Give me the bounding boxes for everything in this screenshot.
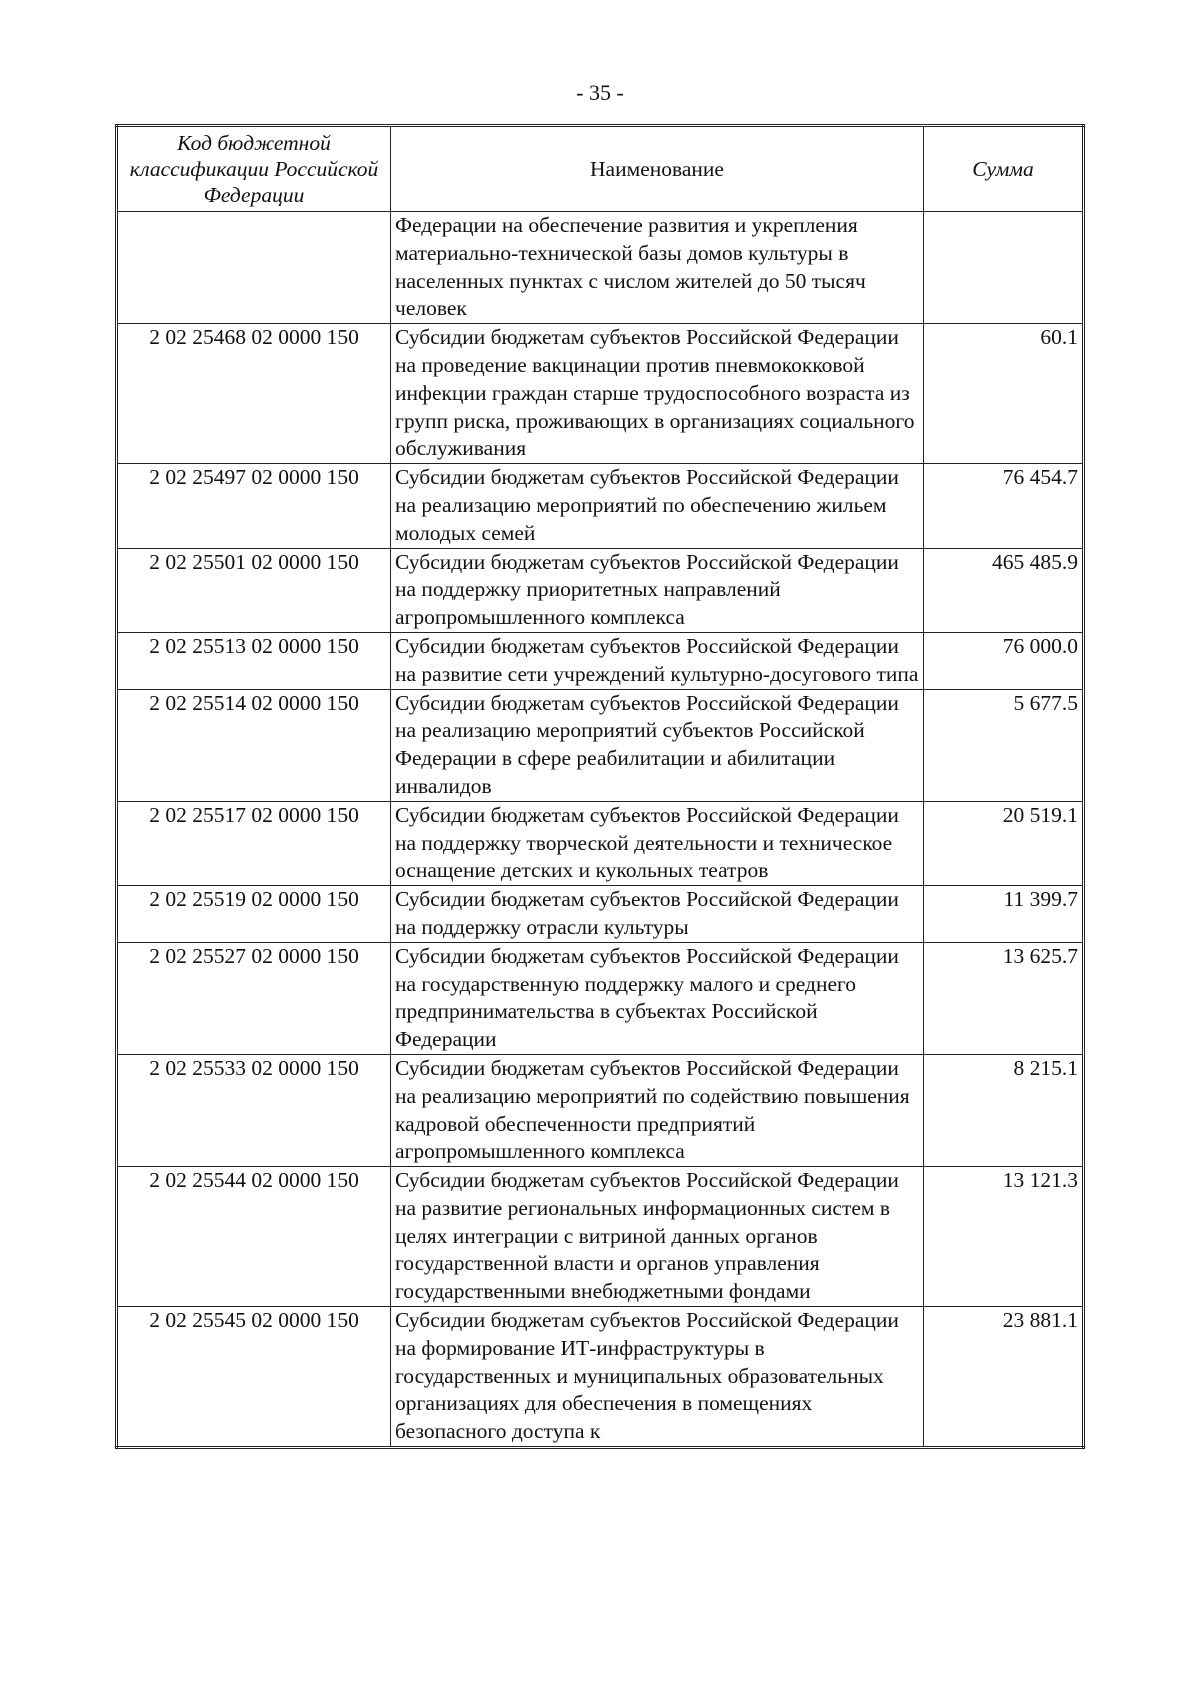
budget-code-cell: 2 02 25533 02 0000 150: [117, 1054, 391, 1166]
budget-code-cell: 2 02 25545 02 0000 150: [117, 1307, 391, 1448]
table-row: [117, 1054, 1084, 1166]
budget-code-cell: 2 02 25497 02 0000 150: [117, 464, 391, 548]
table-row: [117, 689, 1084, 801]
table-row: [117, 324, 1084, 464]
amount-cell: 11 399.7: [924, 886, 1084, 943]
item-name-cell: Субсидии бюджетам субъектов Российской Федерации на государственную поддержку малого и среднего предпринимательства в субъектах Российской Федерации: [391, 942, 924, 1054]
table-row: [117, 632, 1084, 689]
budget-code-cell: 2 02 25527 02 0000 150: [117, 942, 391, 1054]
amount-cell: 76 000.0: [924, 632, 1084, 689]
item-name-cell: Субсидии бюджетам субъектов Российской Федерации на проведение вакцинации против пневмококковой инфекции граждан старше трудоспособного возраста из групп риска, проживающих в организациях социального обслуживания: [391, 324, 924, 464]
item-name-cell: Субсидии бюджетам субъектов Российской Федерации на поддержку творческой деятельности и техническое оснащение детских и кукольных театров: [391, 801, 924, 885]
budget-code-cell: 2 02 25517 02 0000 150: [117, 801, 391, 885]
table-row: [117, 1307, 1084, 1448]
budget-code-cell: 2 02 25544 02 0000 150: [117, 1167, 391, 1307]
table-row: [117, 942, 1084, 1054]
amount-cell: 13 121.3: [924, 1167, 1084, 1307]
amount-cell: [924, 212, 1084, 324]
budget-code-cell: 2 02 25501 02 0000 150: [117, 548, 391, 632]
item-name-cell: Субсидии бюджетам субъектов Российской Федерации на поддержку приоритетных направлений агропромышленного комплекса: [391, 548, 924, 632]
item-name-cell: Субсидии бюджетам субъектов Российской Федерации на формирование ИТ-инфраструктуры в государственных и муниципальных образовательных организациях для обеспечения в помещениях безопасного доступа к: [391, 1307, 924, 1448]
table-row: [117, 212, 1084, 324]
table-row: [117, 886, 1084, 943]
item-name-cell: Субсидии бюджетам субъектов Российской Федерации на реализацию мероприятий по обеспечению жильем молодых семей: [391, 464, 924, 548]
table-row: [117, 801, 1084, 885]
column-header-code: Код бюджетной классификации Российской Федерации: [117, 126, 391, 212]
amount-cell: 5 677.5: [924, 689, 1084, 801]
table-row: [117, 464, 1084, 548]
page-number: - 35 -: [576, 80, 624, 105]
item-name-cell: Субсидии бюджетам субъектов Российской Федерации на реализацию мероприятий по содействию повышения кадровой обеспеченности предприятий агропромышленного комплекса: [391, 1054, 924, 1166]
budget-code-cell: [117, 212, 391, 324]
item-name-cell: Субсидии бюджетам субъектов Российской Федерации на развитие сети учреждений культурно-досугового типа: [391, 632, 924, 689]
budget-code-cell: 2 02 25519 02 0000 150: [117, 886, 391, 943]
budget-table: [115, 124, 1085, 1449]
column-header-sum: Сумма: [924, 126, 1084, 212]
table-row: [117, 548, 1084, 632]
table-row: [117, 1167, 1084, 1307]
amount-cell: 465 485.9: [924, 548, 1084, 632]
budget-code-cell: 2 02 25513 02 0000 150: [117, 632, 391, 689]
item-name-cell: Субсидии бюджетам субъектов Российской Федерации на поддержку отрасли культуры: [391, 886, 924, 943]
amount-cell: 76 454.7: [924, 464, 1084, 548]
column-header-name: Наименование: [391, 126, 924, 212]
amount-cell: 23 881.1: [924, 1307, 1084, 1448]
amount-cell: 8 215.1: [924, 1054, 1084, 1166]
amount-cell: 60.1: [924, 324, 1084, 464]
amount-cell: 13 625.7: [924, 942, 1084, 1054]
budget-code-cell: 2 02 25514 02 0000 150: [117, 689, 391, 801]
item-name-cell: Федерации на обеспечение развития и укрепления материально-технической базы домов культуры в населенных пунктах с числом жителей до 50 тысяч человек: [391, 212, 924, 324]
amount-cell: 20 519.1: [924, 801, 1084, 885]
table-header-row: [117, 126, 1084, 212]
item-name-cell: Субсидии бюджетам субъектов Российской Федерации на развитие региональных информационных систем в целях интеграции с витриной данных органов государственной власти и органов управления государственными внебюджетными фондами: [391, 1167, 924, 1307]
item-name-cell: Субсидии бюджетам субъектов Российской Федерации на реализацию мероприятий субъектов Российской Федерации в сфере реабилитации и абилитации инвалидов: [391, 689, 924, 801]
budget-code-cell: 2 02 25468 02 0000 150: [117, 324, 391, 464]
